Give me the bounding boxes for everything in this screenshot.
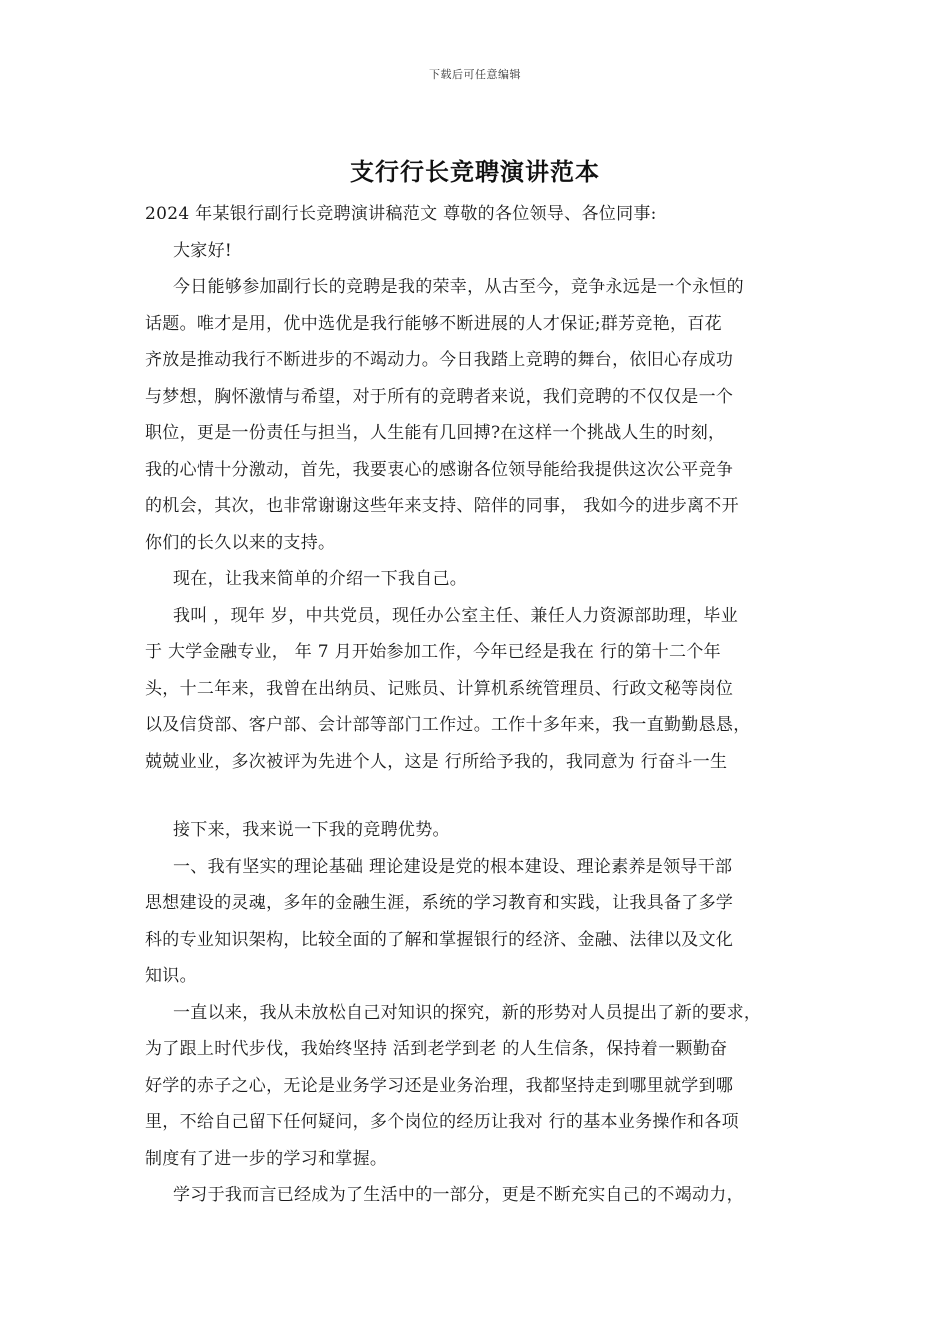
paragraph-line: 以及信贷部、客户部、会计部等部门工作过。工作十多年来，我一直勤勤恳恳， [145, 715, 751, 735]
paragraph-line: 里，不给自己留下任何疑问，多个岗位的经历让我对 行的基本业务操作和各项 [145, 1112, 739, 1132]
paragraph-line: 话题。唯才是用，优中选优是我行能够不断进展的人才保证;群芳竞艳，百花 [145, 313, 722, 334]
paragraph-line: 你们的长久以来的支持。 [145, 532, 336, 553]
paragraph-line: 齐放是推动我行不断进步的不竭动力。今日我踏上竞聘的舞台，依旧心存成功 [145, 350, 734, 370]
paragraph-line: 一直以来，我从未放松自己对知识的探究，新的形势对人员提出了新的要求， [173, 1002, 762, 1023]
header-note: 下载后可任意编辑 [429, 68, 521, 81]
paragraph-line: 知识。 [145, 966, 197, 986]
paragraph-line: 的机会，其次，也非常谢谢这些年来支持、陪伴的同事， 我如今的进步离不开 [145, 496, 739, 516]
paragraph-line: 头，十二年来，我曾在出纳员、记账员、计算机系统管理员、行政文秘等岗位 [145, 678, 734, 699]
paragraph-line: 2024 年某银行副行长竞聘演讲稿范文 尊敬的各位领导、各位同事: [145, 204, 657, 224]
paragraph-line: 为了跟上时代步伐，我始终坚持 活到老学到老 的人生信条，保持着一颗勤奋 [145, 1039, 728, 1059]
paragraph-line: 思想建设的灵魂，多年的金融生涯，系统的学习教育和实践，让我具备了多学 [145, 893, 734, 913]
paragraph-line: 我叫 ，现年 岁，中共党员，现任办公室主任、兼任人力资源部助理，毕业 [173, 605, 739, 626]
paragraph-line: 制度有了进一步的学习和掌握。 [145, 1148, 388, 1169]
document-title: 支行行长竞聘演讲范本 [350, 158, 600, 186]
paragraph-line: 接下来，我来说一下我的竞聘优势。 [173, 820, 450, 840]
body-text-block-1 [145, 196, 835, 780]
paragraph-line: 好学的赤子之心，无论是业务学习还是业务治理，我都坚持走到哪里就学到哪 [145, 1075, 734, 1096]
paragraph-line: 职位，更是一份责任与担当，人生能有几回搏?在这样一个挑战人生的时刻， [145, 423, 726, 443]
paragraph-line: 大家好! [173, 240, 233, 261]
paragraph-line: 学习于我而言已经成为了生活中的一部分，更是不断充实自己的不竭动力， [173, 1185, 744, 1205]
body-text-block-2 [145, 812, 835, 1214]
paragraph-line: 科的专业知识架构，比较全面的了解和掌握银行的经济、金融、法律以及文化 [145, 929, 734, 950]
paragraph-line: 今日能够参加副行长的竞聘是我的荣幸，从古至今，竞争永远是一个永恒的 [173, 277, 744, 297]
paragraph-line: 一、我有坚实的理论基础 理论建设是党的根本建设、理论素养是领导干部 [173, 856, 733, 877]
paragraph-line: 我的心情十分激动，首先，我要衷心的感谢各位领导能给我提供这次公平竞争 [145, 459, 734, 480]
paragraph-line: 兢兢业业，多次被评为先进个人，这是 行所给予我的，我同意为 行奋斗一生 [145, 751, 728, 772]
paragraph-line: 于 大学金融专业， 年 7 月开始参加工作，今年已经是我在 行的第十二个年 [145, 642, 721, 662]
paragraph-line: 与梦想，胸怀激情与希望，对于所有的竞聘者来说，我们竞聘的不仅仅是一个 [145, 386, 734, 407]
paragraph-line: 现在，让我来简单的介绍一下我自己。 [173, 569, 468, 589]
